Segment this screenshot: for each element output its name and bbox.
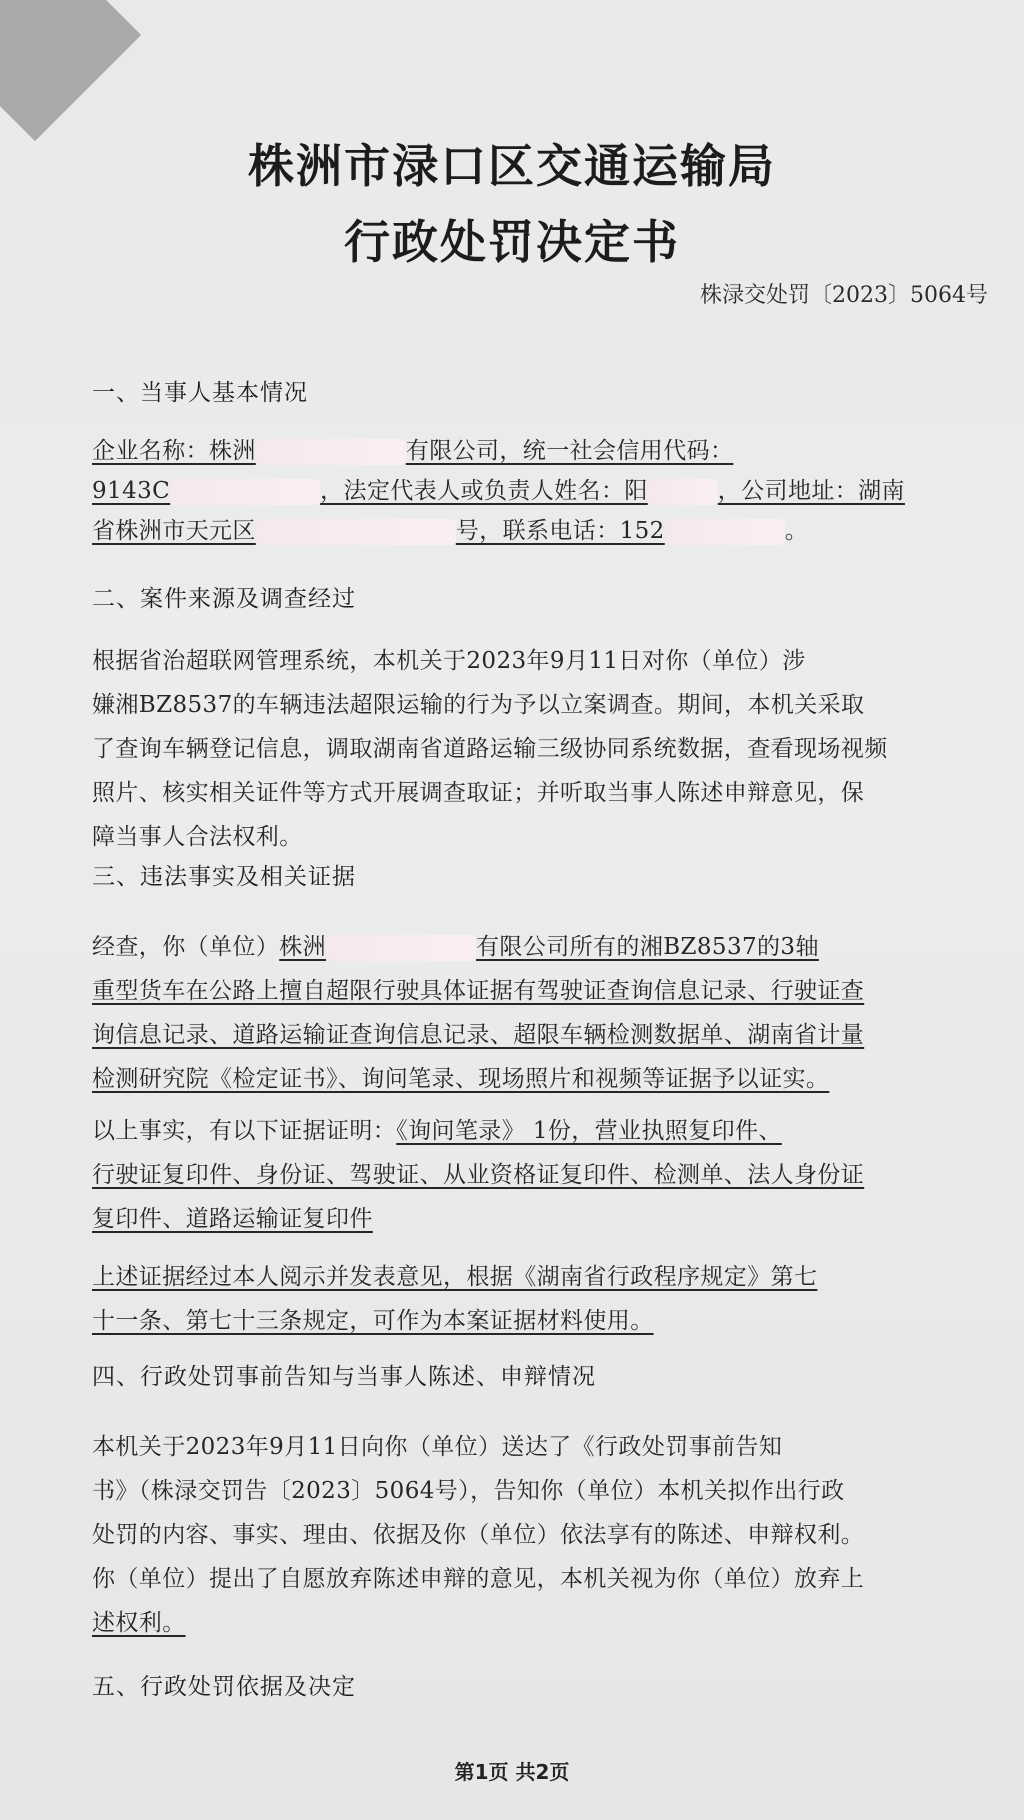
s4-line-4: 你（单位）提出了自愿放弃陈述申辩的意见，本机关视为你（单位）放弃上 [92,1566,865,1592]
folded-corner [0,0,141,141]
s4-line-2: 书》（株渌交罚告〔2023〕5064号），告知你（单位）本机关拟作出行政 [92,1478,845,1504]
s3-p1-intro: 经查，你（单位） [92,934,280,960]
s3-p2-line-1 [92,1112,782,1145]
s1-legal-rep-label: ，法定代表人或负责人姓名：阳 [320,478,648,504]
s3-p1-line-1 [92,928,819,961]
s2-line-4: 照片、核实相关证件等方式开展调查取证；并听取当事人陈述申辩意见，保 [92,780,865,806]
s3-p1-company: 株洲 [279,934,327,960]
section-2-heading: 二、案件来源及调查经过 [92,586,356,612]
redacted-block [665,519,785,545]
section-4-heading: 四、行政处罚事前告知与当事人陈述、申辩情况 [92,1364,596,1390]
s1-company-name-label: 企业名称：株洲 [92,438,256,464]
s1-line-1 [92,432,733,465]
section-1-heading: 一、当事人基本情况 [92,380,308,406]
s1-address-prefix: 省株洲市天元区 [92,518,256,544]
s1-address-label: ，公司地址：湖南 [717,478,905,504]
s3-p1-line-2: 重型货车在公路上擅自超限行驶具体证据有驾驶证查询信息记录、行驶证查 [92,978,865,1004]
s4-line-5: 述权利。 [92,1610,186,1636]
s3-p1-vehicle: 有限公司所有的湘BZ8537的3轴 [476,934,819,960]
s3-p3-line-1: 上述证据经过本人阅示并发表意见，根据《湖南省行政程序规定》第七 [92,1264,818,1290]
s3-p3-line-2: 十一条、第七十三条规定，可作为本案证据材料使用。 [92,1308,654,1334]
s2-line-5: 障当事人合法权利。 [92,824,303,850]
s1-phone-label: 号，联系电话：152 [455,518,665,544]
s4-line-3: 处罚的内容、事实、理由、依据及你（单位）依法享有的陈述、申辩权利。 [92,1522,865,1548]
s3-p1-line-3: 询信息记录、道路运输证查询信息记录、超限车辆检测数据单、湖南省计量 [92,1022,865,1048]
s2-line-3: 了查询车辆登记信息，调取湖南省道路运输三级协同系统数据，查看现场视频 [92,736,888,762]
section-3-heading: 三、违法事实及相关证据 [92,864,356,890]
s1-credit-code-prefix: 9143C [92,478,171,504]
document-title-line1: 株洲市渌口区交通运输局 [248,139,776,193]
document-number: 株渌交处罚〔2023〕5064号 [700,283,988,308]
section-5-heading: 五、行政处罚依据及决定 [92,1674,356,1700]
s4-line-1: 本机关于2023年9月11日向你（单位）送达了《行政处罚事前告知 [92,1434,783,1460]
s1-line-2 [92,472,905,505]
s3-p2-line-2: 行驶证复印件、身份证、驾驶证、从业资格证复印件、检测单、法人身份证 [92,1162,865,1188]
s1-credit-code-label: 有限公司，统一社会信用代码： [405,438,734,464]
redacted-block [648,479,718,505]
redacted-block [326,935,476,961]
s3-p2-evidence: 《询问笔录》 1份，营业执照复印件、 [396,1118,782,1144]
redacted-block [170,479,320,505]
redacted-block [256,439,406,465]
s3-p1-line-4: 检测研究院《检定证书》、询问笔录、现场照片和视频等证据予以证实。 [92,1066,830,1092]
s1-line-end: 。 [784,518,809,544]
s1-line-3 [92,512,808,545]
document-title-line2: 行政处罚决定书 [344,215,680,269]
page-footer: 第1页 共2页 [454,1760,570,1784]
s2-line-2: 嫌湘BZ8537的车辆违法超限运输的行为予以立案调查。期间，本机关采取 [92,692,865,718]
s3-p2-line-3: 复印件、道路运输证复印件 [92,1206,373,1232]
s2-line-1: 根据省治超联网管理系统，本机关于2023年9月11日对你（单位）涉 [92,648,806,674]
redacted-block [256,519,456,545]
s3-p2-intro: 以上事实，有以下证据证明： [92,1118,397,1144]
